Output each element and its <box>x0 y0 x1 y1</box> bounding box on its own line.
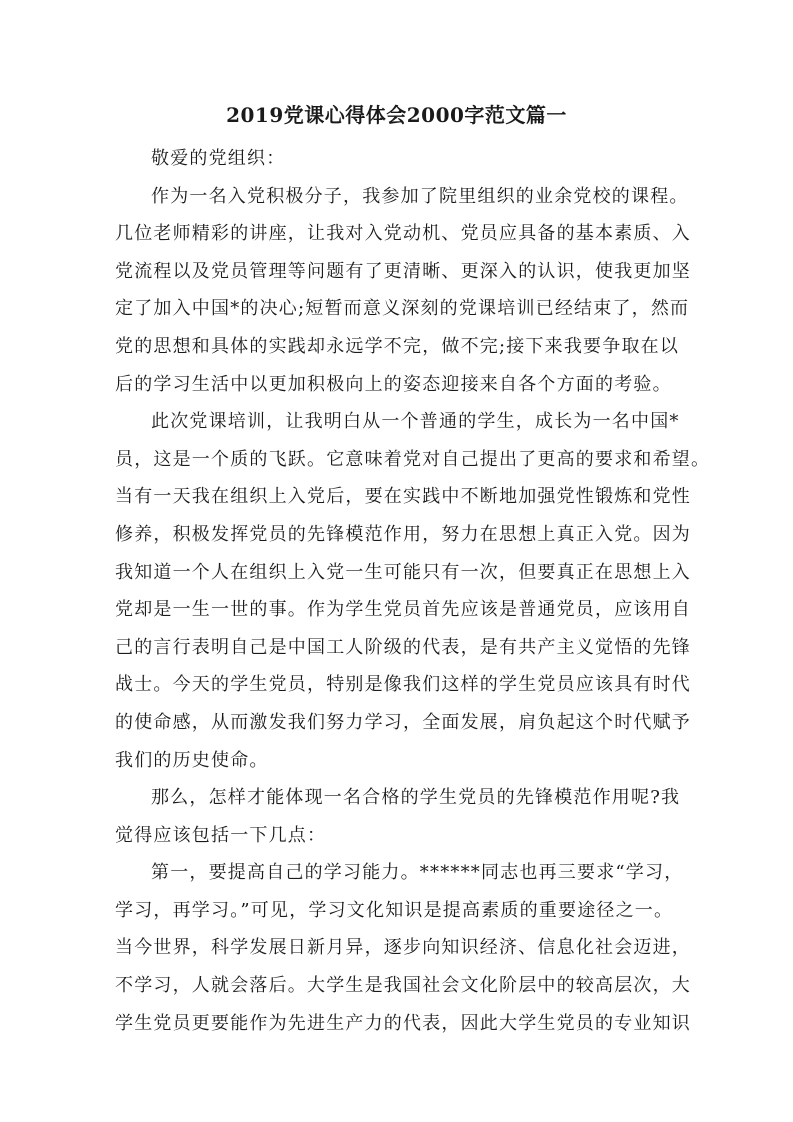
text-line: 觉得应该包括一下几点： <box>115 824 327 846</box>
text-line: 当今世界，科学发展日新月异，逐步向知识经济、信息化社会迈进， <box>115 937 691 959</box>
text-line: 的使命感，从而激发我们努力学习，全面发展，肩负起这个时代赋予 <box>115 711 691 733</box>
text-line: 党却是一生一世的事。作为学生党员首先应该是普通党员，应该用自 <box>115 599 691 621</box>
text-line: 修养，积极发挥党员的先锋模范作用，努力在思想上真正入党。因为 <box>115 523 691 545</box>
text-line: 学习，再学习。”可见，学习文化知识是提高素质的重要途径之一。 <box>115 899 674 921</box>
text-line: 我们的历史使命。 <box>115 749 269 771</box>
text-line: 党流程以及党员管理等问题有了更清晰、更深入的认识，使我更加坚 <box>115 260 691 282</box>
text-line: 当有一天我在组织上入党后，要在实践中不断地加强党性锻炼和党性 <box>115 486 691 508</box>
page-title: 2019党课心得体会2000字范文篇一 <box>226 103 567 127</box>
document-body <box>115 140 711 1042</box>
text-line: 学生党员更要能作为先进生产力的代表，因此大学生党员的专业知识 <box>115 1012 691 1034</box>
text-line: 那么，怎样才能体现一名合格的学生党员的先锋模范作用呢?我 <box>151 787 681 809</box>
text-line: 此次党课培训，让我明白从一个普通的学生，成长为一名中国* <box>151 411 680 433</box>
text-line: 员，这是一个质的飞跃。它意味着党对自己提出了更高的要求和希望。 <box>115 448 711 470</box>
text-line: 不学习，人就会落后。大学生是我国社会文化阶层中的较高层次，大 <box>115 975 691 997</box>
text-line: 战士。今天的学生党员，特别是像我们这样的学生党员应该具有时代 <box>115 674 691 696</box>
text-line: 敬爱的党组织： <box>151 148 286 169</box>
text-line: 几位老师精彩的讲座，让我对入党动机、党员应具备的基本素质、入 <box>115 223 691 245</box>
text-line: 后的学习生活中以更加积极向上的姿态迎接来自各个方面的考验。 <box>115 373 672 395</box>
text-line: 第一，要提高自己的学习能力。******同志也再三要求“学习， <box>151 862 684 884</box>
text-line: 定了加入中国*的决心;短暂而意义深刻的党课培训已经结束了，然而 <box>115 298 690 320</box>
text-line: 我知道一个人在组织上入党一生可能只有一次，但要真正在思想上入 <box>115 561 691 583</box>
text-line: 作为一名入党积极分子，我参加了院里组织的业余党校的课程。 <box>151 185 689 207</box>
text-line: 党的思想和具体的实践却永远学不完，做不完;接下来我要争取在以 <box>115 335 680 357</box>
text-line: 己的言行表明自己是中国工人阶级的代表，是有共产主义觉悟的先锋 <box>115 636 691 658</box>
